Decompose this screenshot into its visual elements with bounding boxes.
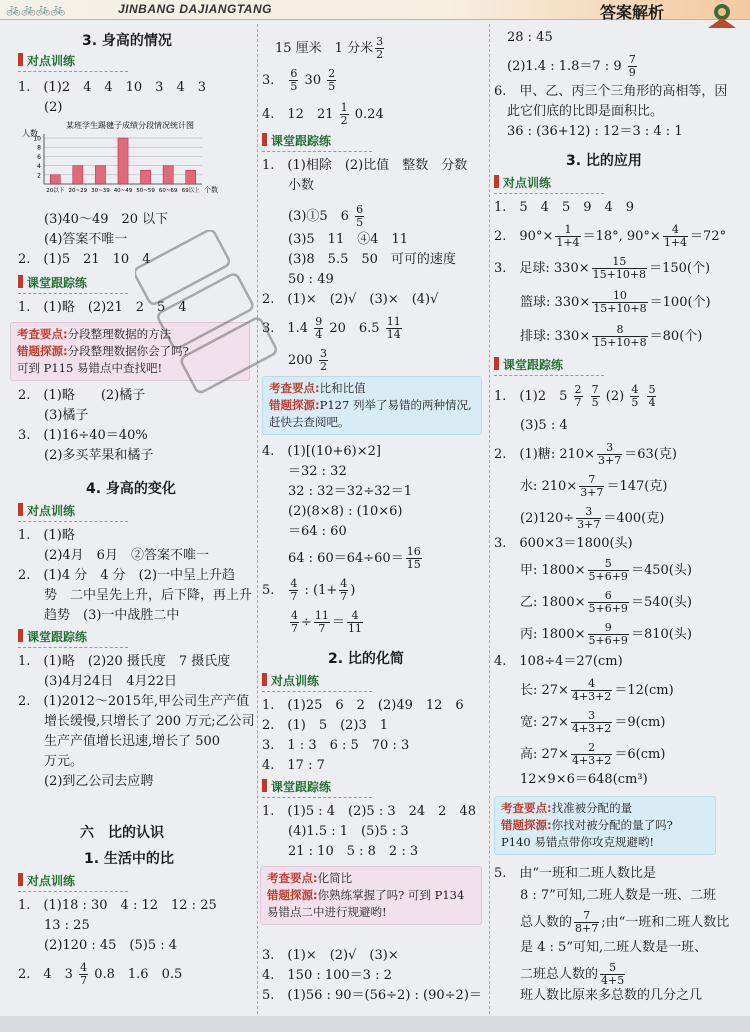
answer-line: (2)(8×8) : (10×6) — [262, 504, 403, 519]
tip-text: 找准被分配的量 — [551, 801, 633, 815]
x-tick-label: 30~39 — [91, 188, 110, 194]
answer-line: 万元。 — [18, 754, 84, 769]
unit-title: 六 比的认识 — [80, 825, 164, 841]
answer-line: 2. (1)略 (2)橘子 — [18, 388, 146, 403]
answer-text: ＝12(cm) — [614, 683, 674, 698]
answer-line — [262, 204, 366, 229]
answer-line — [262, 348, 330, 373]
answer-text: 总人数的 — [494, 915, 573, 930]
answer-text: 3. 足球: 330× — [494, 261, 590, 276]
fraction: $\frac{3}{2}$ — [319, 347, 327, 373]
answer-line — [494, 506, 664, 531]
answer-text: 长: 27× — [494, 683, 569, 698]
answer-line: 3. 1 : 3 6 : 5 70 : 3 — [262, 738, 410, 753]
answer-line: (4)答案不唯一 — [18, 232, 128, 247]
fraction: $\frac{5}{4+5}$ — [601, 961, 625, 987]
answer-line: 1. (1)2 5 $\frac{2}{7}$ $\frac{7}{5}$ (2) $\frac{4}{5}$ $\frac{5}{4}$ — [494, 383, 656, 409]
answer-text: 3. 1.4 — [262, 321, 309, 336]
answer-line: 2. (1)2012～2015年,甲公司生产产值 — [18, 694, 250, 709]
fraction: $\frac{5}{4}$ — [648, 383, 656, 409]
answer-line: (3)5 11 ④4 11 — [262, 232, 409, 247]
fraction: $\frac{7}{8+7}$ — [575, 909, 599, 935]
fraction: $\frac{4}{1+4}$ — [663, 223, 688, 249]
fraction: $\frac{4}{7}$ — [80, 961, 88, 987]
answer-line: 势 二中呈先上升，后下降，再上升 — [18, 588, 253, 603]
x-tick-label: 50~59 — [136, 188, 155, 194]
subsection-title: 对点训练 — [18, 872, 75, 889]
subsection-title: 对点训练 — [262, 672, 319, 689]
answer-line — [494, 962, 627, 987]
section-title: 3. 比的应用 — [566, 153, 642, 169]
tip-text: 分段整理数据你会了吗? — [67, 344, 189, 358]
answer-line — [494, 622, 692, 647]
tip-box — [262, 376, 482, 435]
answer-line — [262, 546, 424, 571]
answer-text: ＝6(cm) — [614, 747, 666, 762]
answer-line — [494, 442, 677, 467]
answer-line: 2. (1)5 21 10 4 — [18, 252, 151, 267]
answer-line: 1. (1)略 (2)20 摄氏度 7 摄氏度 — [18, 654, 231, 669]
answer-line — [494, 590, 692, 615]
answer-text: 3. — [262, 73, 288, 88]
tip-text: 你找对被分配的量了吗? — [551, 818, 673, 832]
page-footer — [0, 1016, 750, 1032]
answer-line: (2)多买苹果和橘子 — [18, 448, 154, 463]
fraction: $\frac{3}{3+7}$ — [577, 505, 601, 531]
answer-line: 1. (1)2 4 4 10 3 4 3 — [18, 80, 206, 95]
answer-line — [494, 910, 729, 935]
chart-bar — [50, 175, 60, 184]
answer-text: ;由“一班和二班人数比 — [601, 915, 730, 930]
answer-line — [494, 290, 711, 315]
answer-line: 28 : 45 — [494, 30, 553, 45]
answer-line: $\frac{4}{7}$ ÷ $\frac{11}{7}$ ＝ $\frac{4}{11}$ — [262, 610, 365, 635]
x-tick-label: 40~49 — [113, 188, 133, 194]
answer-text: 64 : 60＝64÷60＝ — [262, 551, 404, 566]
fraction: $\frac{9}{4}$ — [315, 315, 323, 341]
answer-text: ＝80(个) — [649, 329, 703, 344]
answer-line: 1. (1)略 — [18, 528, 75, 543]
subsection-title: 对点训练 — [18, 52, 75, 69]
tip-text: 赶快去查阅吧。 — [269, 415, 350, 429]
x-tick-label: 20~29 — [68, 188, 88, 194]
y-tick-label: 4 — [37, 163, 41, 171]
answer-text: 丙: 1800× — [494, 627, 586, 642]
answer-line: (2)120 : 45 (5)5 : 4 — [18, 938, 178, 953]
fraction: $\frac{3}{2}$ — [376, 35, 384, 61]
answer-line: (3)40～49 20 以下 — [18, 212, 169, 227]
answer-line: 3. (1)× (2)√ (3)× — [262, 948, 399, 963]
answer-line: 小数 — [262, 178, 315, 193]
answer-text: 2. 90°× — [494, 229, 554, 244]
fraction: $\frac{5}{5+6+9}$ — [588, 557, 628, 583]
tip-key: 考查要点: — [269, 381, 320, 395]
tip-text: P127 列举了易错的两种情况, — [319, 398, 472, 412]
y-tick-label: 6 — [37, 153, 41, 161]
fraction: $\frac{6}{5+6+9}$ — [588, 589, 628, 615]
answer-line: 趋势 (3)一中战胜二中 — [18, 608, 180, 623]
answer-line: ＝64 : 60 — [262, 524, 347, 539]
answer-line — [494, 474, 667, 499]
subsection-title: 课堂跟踪练 — [262, 132, 331, 149]
answer-line: 生产产值增长迅速,增长了 500 — [18, 734, 221, 749]
tip-text: 比和比值 — [319, 381, 366, 395]
answer-text: ＝150(个) — [649, 261, 711, 276]
answer-line — [494, 742, 665, 767]
answer-line: (2)到乙公司去应聘 — [18, 774, 154, 789]
tip-key: 错题探源: — [17, 344, 68, 358]
bicycle-decoration-icon: 🚲🚲🚲🚲 — [6, 2, 66, 16]
answer-text: 5. — [262, 583, 288, 598]
answer-line: 1. (1)25 6 2 (2)49 12 6 — [262, 698, 464, 713]
subsection-title: 对点训练 — [494, 174, 551, 191]
column-divider — [257, 24, 258, 1024]
answer-line: 2. (1)× (2)√ (3)× (4)√ — [262, 292, 439, 307]
fraction: $\frac{6}{5}$ — [356, 203, 364, 229]
tip-key: 考查要点: — [501, 801, 552, 815]
answer-line: 2. (1) 5 (2)3 1 — [262, 718, 389, 733]
answer-line: 班人数比原来多总数的几分之几 — [494, 988, 703, 1003]
tip-key: 考查要点: — [17, 327, 68, 341]
answer-line: 增长缓慢,只增长了 200 万元;乙公司 — [18, 714, 255, 729]
answer-text: ＝72° — [690, 229, 727, 244]
column-divider — [489, 24, 490, 1024]
chart-bar — [163, 166, 173, 184]
answer-line: 13 : 25 — [18, 918, 90, 933]
answer-line: 5. $\frac{4}{7}$ : (1+ $\frac{4}{7}$ ) — [262, 577, 356, 603]
answer-text: 高: 27× — [494, 747, 569, 762]
answer-line: 1. (1)略 (2)21 2 5 4 — [18, 300, 187, 315]
brand-name: JINBANG DAJIANGTANG — [118, 2, 272, 16]
answer-line — [494, 678, 674, 703]
fraction: $\frac{1}{2}$ — [340, 101, 348, 127]
fraction: $\frac{4}{7}$ — [290, 577, 298, 603]
fraction: $\frac{6}{5}$ — [290, 67, 298, 93]
chart-bar — [118, 138, 128, 184]
y-tick-label: 10 — [33, 135, 41, 143]
fraction: $\frac{7}{3+7}$ — [580, 473, 604, 499]
y-tick-label: 2 — [37, 172, 41, 180]
fraction: $\frac{8}{15+10+8}$ — [593, 323, 647, 349]
answer-line: 1. (1)相除 (2)比值 整数 分数 — [262, 158, 468, 173]
answer-line: 4. 17 : 7 — [262, 758, 325, 773]
answer-text: ＝450(头) — [630, 563, 692, 578]
answer-text: ＝400(克) — [603, 511, 665, 526]
fraction: $\frac{16}{15}$ — [406, 545, 421, 571]
chart-bar — [95, 166, 105, 184]
tip-key: 错题探源: — [269, 398, 320, 412]
answer-line: 36 : (36+12) : 12＝3 : 4 : 1 — [494, 124, 683, 139]
answer-line: 4. 108÷4＝27(cm) — [494, 654, 623, 669]
mascot-icon — [700, 0, 744, 30]
answer-text: ＝18°, 90°× — [582, 229, 661, 244]
y-tick-label: 8 — [37, 144, 41, 152]
answer-line: 是 4 : 5”可知,二班人数是一班、 — [494, 940, 708, 955]
tip-text: 分段整理数据的方法 — [67, 327, 172, 341]
answer-text: 30 — [304, 73, 322, 88]
fraction: $\frac{4}{7}$ — [291, 609, 299, 635]
answer-line: 12×9×6＝648(cm³) — [494, 772, 648, 787]
answer-line — [262, 316, 404, 341]
answer-line: (2) — [18, 100, 63, 115]
page-title: 答案解析 — [600, 3, 665, 22]
subsection-title: 课堂跟踪练 — [18, 628, 87, 645]
answer-text: 200 — [262, 353, 313, 368]
answer-text: 15 厘米 1 分米 — [262, 41, 374, 56]
answer-line — [18, 962, 182, 987]
answer-line: 32 : 32＝32÷32＝1 — [262, 484, 412, 499]
subsection-title: 课堂跟踪练 — [262, 778, 331, 795]
answer-text: (2)120÷ — [494, 511, 575, 526]
section-title: 3. 身高的情况 — [82, 33, 172, 49]
tip-box — [494, 796, 716, 855]
answer-line: 4. (1)[(10+6)×2] — [262, 444, 381, 459]
fraction: $\frac{2}{7}$ — [574, 383, 582, 409]
answer-line — [262, 68, 338, 93]
fraction: $\frac{4}{7}$ — [340, 577, 348, 603]
answer-text: 二班总人数的 — [494, 967, 599, 982]
answer-line — [494, 256, 710, 281]
tip-text: P140 易错点带你攻克规避哟! — [501, 835, 654, 849]
tip-key: 错题探源: — [501, 818, 552, 832]
tip-text: 你熟练掌握了吗? 可到 P134 — [317, 888, 465, 902]
answer-line: 6. 甲、乙、丙三个三角形的高相等，因 — [494, 84, 728, 99]
answer-text: 甲: 1800× — [494, 563, 586, 578]
tip-key: 考查要点: — [267, 871, 318, 885]
answer-line: 3. 600×3＝1800(头) — [494, 536, 633, 551]
answer-line: 4. 150 : 100＝3 : 2 — [262, 968, 392, 983]
fraction: $\frac{7}{9}$ — [628, 53, 636, 79]
answer-line: (3)8 5.5 50 可可的速度 — [262, 252, 456, 267]
answer-line: 此它们底的比即是面积比。 — [494, 104, 664, 119]
section-title: 4. 身高的变化 — [86, 481, 176, 497]
answer-text: ＝147(克) — [606, 479, 668, 494]
answer-line: 2. (1)4 分 4 分 (2)一中呈上升趋 — [18, 568, 236, 583]
x-tick-label: 60~69 — [158, 188, 178, 194]
subsection-title: 课堂跟踪练 — [494, 356, 563, 373]
tip-text: 易错点二中进行规避哟! — [267, 905, 387, 919]
answer-text: ＝9(cm) — [614, 715, 666, 730]
chart-bar — [186, 170, 196, 184]
subsection-title: 对点训练 — [18, 502, 75, 519]
tip-box — [10, 322, 250, 381]
bar-chart — [22, 120, 237, 200]
answer-line: 1. (1)18 : 30 4 : 12 12 : 25 — [18, 898, 217, 913]
answer-line — [494, 54, 639, 79]
answer-line: ＝32 : 32 — [262, 464, 347, 479]
answer-line: 5. 由“一班和二班人数比是 — [494, 866, 657, 881]
answer-text: ＝63(克) — [624, 447, 677, 462]
answer-text: (3)①5 6 — [262, 209, 349, 224]
chart-bar — [140, 170, 150, 184]
fraction: $\frac{11}{7}$ — [314, 609, 329, 635]
answer-text: 2. (1)糖: 210× — [494, 447, 596, 462]
answer-text: 乙: 1800× — [494, 595, 586, 610]
fraction: $\frac{15}{15+10+8}$ — [592, 255, 647, 281]
answer-line — [262, 102, 384, 127]
tip-box — [260, 866, 482, 925]
answer-text — [262, 615, 288, 630]
tip-key: 错题探源: — [267, 888, 318, 902]
answer-text: 宽: 27× — [494, 715, 569, 730]
answer-line — [262, 36, 386, 61]
answer-text: ＝100(个) — [649, 295, 711, 310]
answer-line — [494, 710, 665, 735]
x-tick-label: 69以上 — [181, 188, 200, 194]
answer-line: (3)4月24日 4月22日 — [18, 674, 178, 689]
answer-line: 1. (1)5 : 4 (2)5 : 3 24 2 48 — [262, 804, 476, 819]
fraction: $\frac{1}{1+4}$ — [556, 223, 580, 249]
section-title: 2. 比的化简 — [328, 651, 404, 667]
answer-text: 0.24 — [354, 107, 384, 122]
tip-text: 化简比 — [317, 871, 353, 885]
section-title: 1. 生活中的比 — [84, 851, 174, 867]
x-axis-label: 个数 — [204, 186, 218, 194]
subsection-title: 课堂跟踪练 — [18, 274, 87, 291]
answer-text: 篮球: 330× — [494, 295, 591, 310]
answer-text: 1. (1)2 5 — [494, 389, 568, 404]
answer-line — [494, 324, 702, 349]
answer-line — [494, 558, 692, 583]
answer-line — [494, 224, 726, 249]
y-axis-label: 人数 — [22, 129, 38, 138]
answer-text: 水: 210× — [494, 479, 578, 494]
fraction: $\frac{2}{5}$ — [328, 67, 336, 93]
fraction: $\frac{7}{5}$ — [591, 383, 599, 409]
fraction: $\frac{4}{5}$ — [631, 383, 639, 409]
answer-text: 0.8 1.6 0.5 — [94, 967, 183, 982]
answer-line: 50 : 49 — [262, 272, 334, 287]
answer-text: 2. 4 3 — [18, 967, 73, 982]
answer-line: (3)5 : 4 — [494, 418, 568, 433]
answer-line: (2)4月 6月 ②答案不唯一 — [18, 548, 209, 563]
fraction: $\frac{11}{14}$ — [386, 315, 401, 341]
chart-bar — [73, 166, 83, 184]
answer-line: (3)橘子 — [18, 408, 89, 423]
fraction: $\frac{10}{15+10+8}$ — [593, 289, 647, 315]
fraction: $\frac{2}{4+3+2}$ — [571, 741, 612, 767]
chart-title: 某班学生踢毽子成绩分段情况统计图 — [66, 121, 194, 130]
answer-line: 3. (1)16÷40＝40% — [18, 428, 148, 443]
answer-text: 4. 12 21 — [262, 107, 334, 122]
fraction: $\frac{4}{11}$ — [347, 609, 362, 635]
tip-text: 可到 P115 易错点中查找吧! — [17, 361, 163, 375]
answer-text: 20 6.5 — [329, 321, 380, 336]
x-tick-label: 20以下 — [46, 188, 65, 194]
answer-line: 8 : 7”可知,二班人数是一班、二班 — [494, 888, 716, 903]
fraction: $\frac{3}{4+3+2}$ — [571, 709, 612, 735]
answer-line: (4)1.5 : 1 (5)5 : 3 — [262, 824, 409, 839]
page-header — [0, 0, 750, 20]
answer-text: ＝540(头) — [630, 595, 692, 610]
fraction: $\frac{4}{4+3+2}$ — [571, 677, 612, 703]
answer-line: 21 : 10 5 : 8 2 : 3 — [262, 844, 419, 859]
answer-text: 排球: 330× — [494, 329, 591, 344]
answer-text: ＝810(头) — [630, 627, 692, 642]
fraction: $\frac{3}{3+7}$ — [598, 441, 622, 467]
fraction: $\frac{9}{5+6+9}$ — [588, 621, 628, 647]
answer-line: 1. 5 4 5 9 4 9 — [494, 200, 635, 215]
answer-line: 5. (1)56 : 90＝(56÷2) : (90÷2)＝ — [262, 988, 482, 1003]
answer-text: (2)1.4 : 1.8＝7 : 9 — [494, 59, 622, 74]
